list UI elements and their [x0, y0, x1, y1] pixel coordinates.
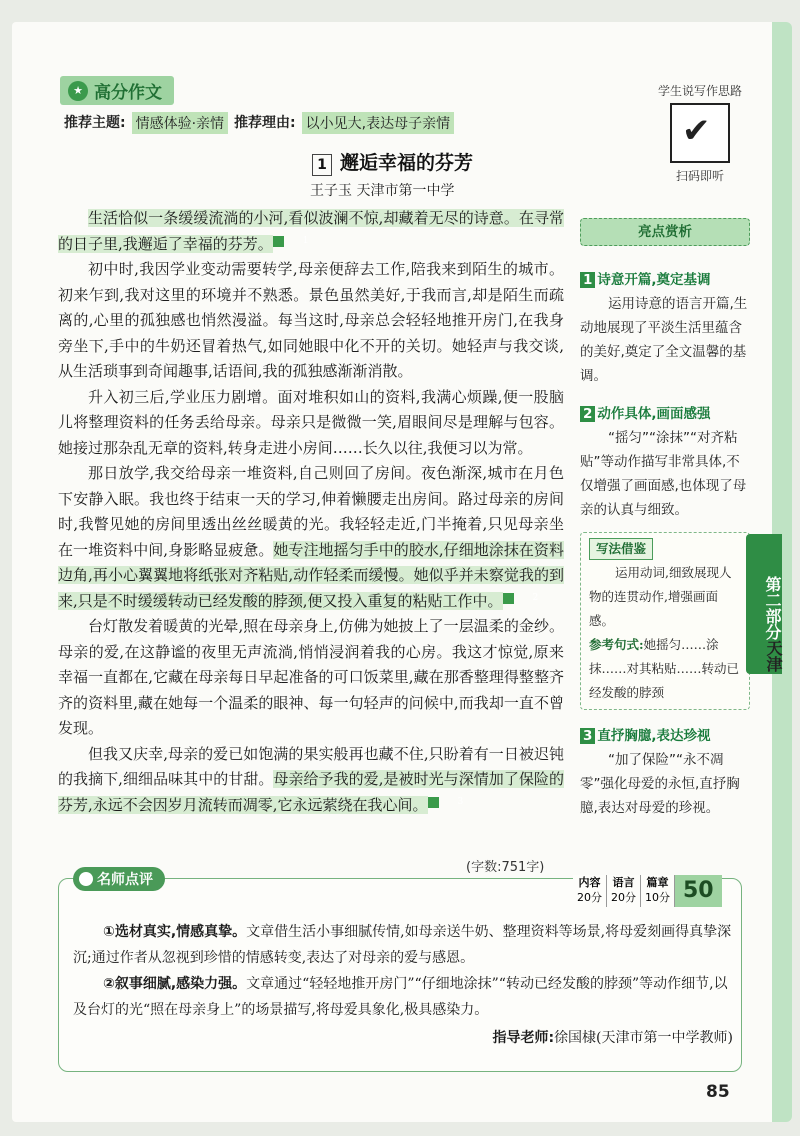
annotation-marker: 3 [428, 797, 439, 808]
annotation-marker: 1 [273, 236, 284, 247]
highlight-title: 1 诗意开篇,奠定基调 [580, 268, 750, 292]
paragraph: 台灯散发着暖黄的光晕,照在母亲身上,仿佛为她披上了一层温柔的金纱。母亲的爱,在这静谧的夜里无声流淌,悄悄浸润着我的心房。我这才惊觉,原来幸福一直都在,它藏在母亲每日早起准备的可口饭菜里,藏在那香整理得整整齐齐的资料里,藏在她每一个温柔的眼神、每一句轻声的问候中,而我却一直不曾发现。 [58, 617, 564, 737]
word-count: (字数:751字) [466, 860, 545, 875]
qr-code-block[interactable] [650, 82, 750, 184]
review-point: ②叙事细腻,感染力强。文章通过“轻轻地推开房门”“仔细地涂抹”“转动已经发酸的脖颈”等动作细节,以及台灯的光“照在母亲身上”的场景描写,将母爱具象化,极具感染力。 [73, 976, 728, 1018]
paragraph: 生活恰似一条缓缓流淌的小河,看似波澜不惊,却藏着无尽的诗意。在寻常的日子里,我邂逅了幸福的芬芳。 1 [58, 209, 564, 253]
paragraph: 升入初三后,学业压力剧增。面对堆积如山的资料,我满心烦躁,便一股脑儿将整理资料的任务丢给母亲。母亲只是微微一笑,眉眼间尽是理解与包容。她接过那杂乱无章的资料,转身走进小房间……长久以往,我便习以为常。 [58, 387, 564, 457]
highlight-body: “加了保险”“永不凋零”强化母爱的永恒,直抒胸臆,表达对母爱的珍视。 [580, 752, 740, 816]
qr-caption-top: 学生说写作思路 [657, 84, 742, 98]
person-icon [79, 872, 93, 886]
total-score: 50 [675, 875, 722, 907]
highlight-title: 2 动作具体,画面感强 [580, 402, 750, 426]
section-header [60, 76, 174, 105]
article-number: 1 [312, 154, 332, 176]
article-body [58, 206, 564, 818]
score-table: 内容 20分 语言 20分 篇章 10分 50 [573, 875, 722, 907]
section-title: 高分作文 [94, 83, 162, 103]
teacher-credit: 指导老师:徐国棣(天津市第一中学教师) [492, 1030, 733, 1046]
qr-code-icon[interactable]: ✔ [670, 103, 730, 163]
highlight-body: “摇匀”“涂抹”“对齐粘贴”等动作描写非常具体,不仅增强了画面感,也体现了母亲的认真与细致。 [580, 430, 747, 518]
article-author: 王子玉 天津市第一中学 [310, 183, 455, 199]
writing-tip-body: 运用动词,细致展现人物的连贯动作,增强画面感。 [589, 565, 732, 628]
part-tab[interactable]: 第二部分 [746, 534, 782, 674]
review-point: ①选材真实,情感真挚。文章借生活小事细腻传情,如母亲送牛奶、整理资料等场景,将母爱刻画得真挚深沉;通过作者从忽视到珍惜的情感转变,表达了对母亲的爱与感恩。 [73, 924, 732, 966]
writing-tip-tag: 写法借鉴 [589, 538, 653, 560]
region-tab[interactable]: 天津 [764, 640, 783, 672]
review-title: 名师点评 [73, 867, 165, 891]
highlight-body: 运用诗意的语言开篇,生动地展现了平淡生活里蕴含的美好,奠定了全文温馨的基调。 [580, 296, 748, 384]
highlights-sidebar [580, 206, 750, 820]
recommendation [64, 112, 454, 134]
star-icon: ★ [68, 81, 88, 101]
theme-value: 情感体验·亲情 [132, 112, 228, 134]
page-number: 85 [706, 1082, 730, 1102]
paragraph: 但我又庆幸,母亲的爱已如饱满的果实般再也藏不住,只盼着有一日被迟钝的我摘下,细细品味其中的甘甜。母亲给予我的爱,是被时光与深情加了保险的芬芳,永远不会因岁月流转而凋零,它永远萦绕在我心间。 3 [58, 744, 564, 814]
article-title-text: 邂逅幸福的芬芳 [340, 152, 474, 174]
reason-value: 以小见大,表达母子亲情 [302, 112, 454, 134]
reason-label: 推荐理由: [234, 115, 296, 131]
teacher-review [58, 872, 742, 1072]
highlight-title: 3 直抒胸臆,表达珍视 [580, 724, 750, 748]
theme-label: 推荐主题: [64, 115, 126, 131]
highlights-heading: 亮点赏析 [580, 218, 750, 246]
annotation-marker: 2 [503, 593, 514, 604]
writing-tip-reference: 参考句式:她摇匀……涂抹……对其粘贴……转动已经发酸的脖颈 [589, 637, 740, 700]
qr-caption-bottom: 扫码即听 [675, 169, 724, 183]
paragraph: 初中时,我因学业变动需要转学,母亲便辞去工作,陪我来到陌生的城市。初来乍到,我对这里的环境并不熟悉。景色虽然美好,于我而言,却是陌生而疏离的,心里的孤独感也悄然漫溢。每当这时,母亲总会轻轻地推开房门,在我身旁坐下,手中的牛奶还冒着热气,如同她眼中化不开的关切。她轻声与我交谈,从生活琐事到奇闻趣事,话语间,我的孤独感渐渐消散。 [58, 260, 564, 380]
paragraph: 那日放学,我交给母亲一堆资料,自己则回了房间。夜色渐深,城市在月色下安静入眠。我也终于结束一天的学习,伸着懒腰走出房间。路过母亲的房间时,我瞥见她的房间里透出丝丝暖黄的光。我轻轻走近,门半掩着,只见母亲坐在一堆资料中间,身影略显疲惫。她专注地摇匀手中的胶水,仔细地涂抹在资料边角,再小心翼翼地将纸张对齐粘贴,动作轻柔而缓慢。她似乎并未察觉我的到来,只是不时缓缓转动已经发酸的脖颈,便又投入重复的粘贴工作中。 2 [58, 464, 564, 610]
writing-tip-box [580, 532, 750, 710]
article-title [312, 148, 473, 176]
